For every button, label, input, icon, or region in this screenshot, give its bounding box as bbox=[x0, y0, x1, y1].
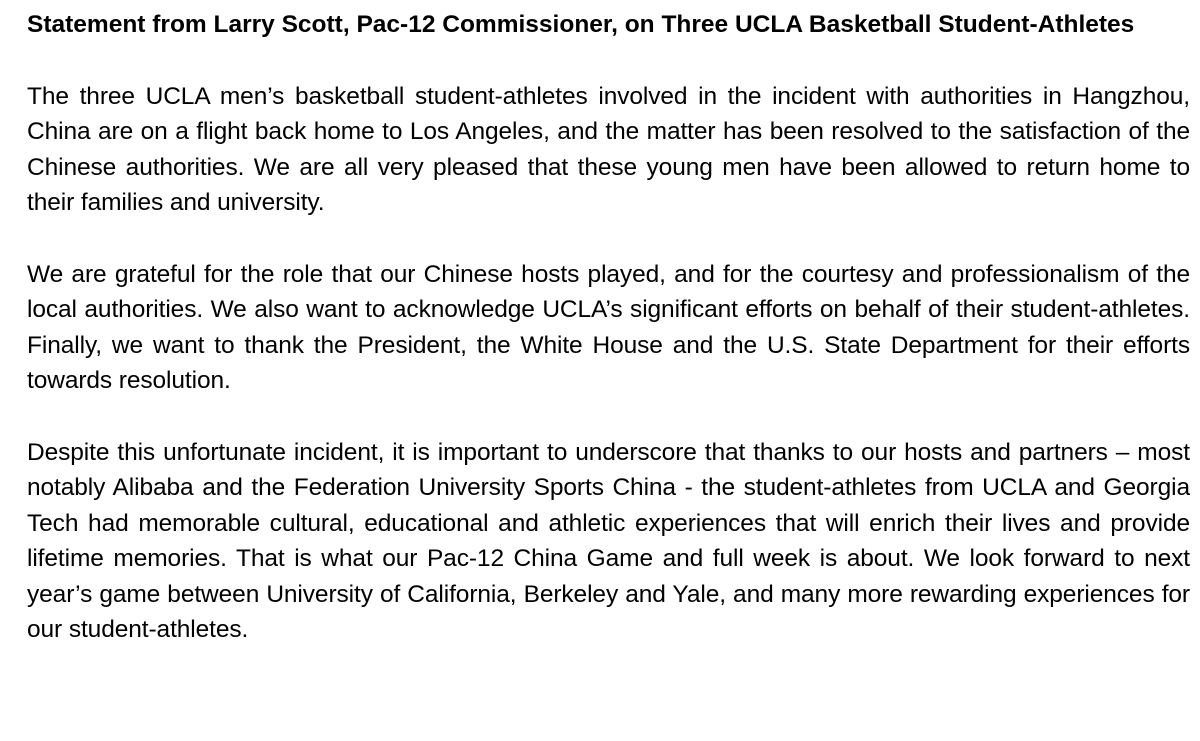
statement-title: Statement from Larry Scott, Pac-12 Commissioner, on Three UCLA Basketball Student-Athletes bbox=[27, 11, 1135, 38]
statement-paragraph-3: Despite this unfortunate incident, it is important to underscore that thanks to our hosts and partners – most notably Alibaba and the Federation University Sports China - the student-athletes from UCLA and Georgia Tech had memorable cultural, educational and athletic experiences that will enrich their lives and provide lifetime memories. That is what our Pac-12 China Game and full week is about. We look forward to next year’s game between University of California, Berkeley and Yale, and many more rewarding experiences for our student-athletes. bbox=[27, 438, 1190, 643]
statement-paragraph-2: We are grateful for the role that our Chinese hosts played, and for the courtesy and professionalism of the local authorities. We also want to acknowledge UCLA’s significant efforts on behalf of their student-athletes. Finally, we want to thank the President, the White House and the U.S. State Department for their efforts towards resolution. bbox=[27, 260, 1190, 394]
statement-paragraph-1: The three UCLA men’s basketball student-athletes involved in the incident with authorities in Hangzhou, China are on a flight back home to Los Angeles, and the matter has been resolved to the satisfaction of the Chinese authorities. We are all very pleased that these young men have been allowed to return home to their families and university. bbox=[27, 82, 1190, 216]
statement-document bbox=[27, 0, 1190, 648]
